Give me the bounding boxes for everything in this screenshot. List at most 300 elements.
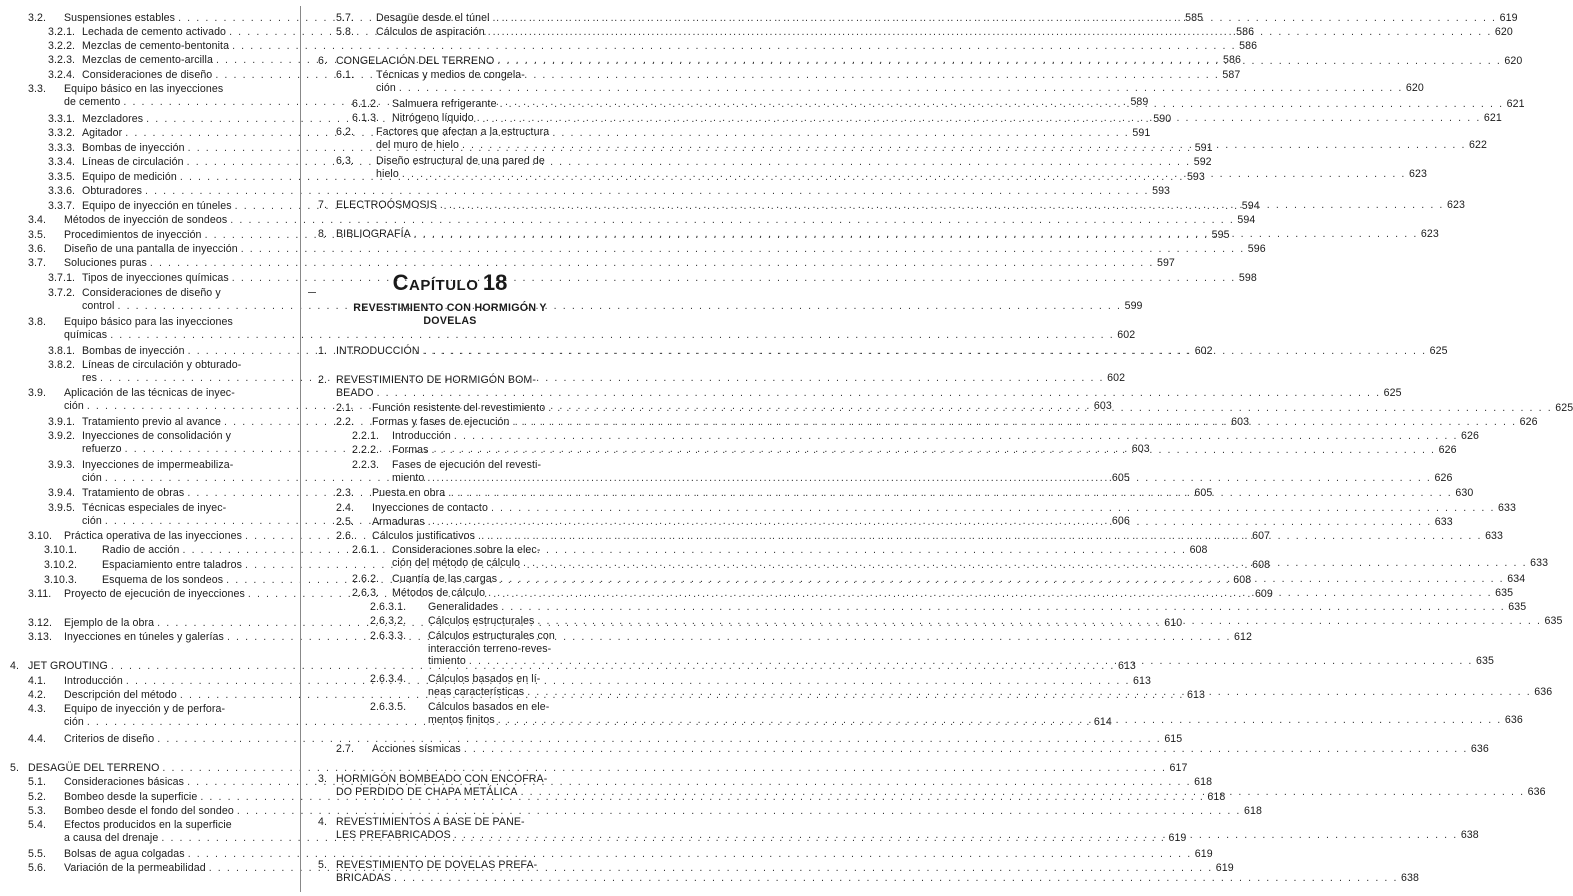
toc-entry-number: 3.6. <box>28 243 47 255</box>
toc-page-number: 603 <box>1131 442 1150 455</box>
toc-entry-number: 5.3. <box>28 805 47 817</box>
toc-entry-title: Espaciamiento entre taladros <box>102 559 243 571</box>
toc-page-number: 614 <box>1093 715 1112 728</box>
toc-entry-number: 6.1. <box>336 69 355 81</box>
toc-page-number: 606 <box>1111 514 1130 527</box>
toc-entry-title: hielo <box>376 167 399 180</box>
toc-page-number: 622 <box>1469 138 1488 151</box>
toc-leader-dots <box>232 40 1236 53</box>
toc-entry-number: 6.1.2. <box>352 98 380 110</box>
toc-entry-title: Tratamiento previo al avance <box>82 416 222 428</box>
toc-entry-title: Desagüe desde el túnel <box>376 12 490 24</box>
toc-entry-title: Procedimientos de inyección <box>64 229 202 241</box>
toc-entry-number: 2.5. <box>336 516 355 528</box>
toc-entry[interactable] <box>304 743 1489 756</box>
toc-entry-number: 5.1. <box>28 776 47 788</box>
toc-entry-title: Nitrógeno líquido <box>392 112 474 124</box>
toc-entry-title: Cuantía de las cargas <box>392 573 498 585</box>
toc-entry-number: 3. <box>318 773 328 785</box>
chapter-title: REVESTIMIENTO CON HORMIGÓN Y DOVELAS <box>353 302 547 327</box>
toc-page-number: 633 <box>1434 516 1453 528</box>
toc-leader-dots <box>464 743 1468 756</box>
toc-page-number: 635 <box>1495 587 1514 599</box>
toc-entry-number: 3.10.3. <box>44 574 78 586</box>
toc-leader-dots <box>440 199 1444 212</box>
toc-entry-number: 3.3.1. <box>48 113 76 125</box>
toc-entry-title: Formas y fases de ejecución <box>372 416 510 428</box>
toc-entry-number: 3.2.2. <box>48 40 76 52</box>
toc-entry-title: Diseño estructural de una pared de <box>376 155 545 167</box>
toc-page-number: 623 <box>1420 228 1439 240</box>
toc-page-number: 638 <box>1401 871 1420 884</box>
toc-page-number: 636 <box>1504 713 1523 726</box>
toc-page-number: 633 <box>1498 502 1517 514</box>
toc-entry-title: Proyecto de ejecución de inyecciones <box>64 588 245 600</box>
toc-entry-number: 2.2. <box>336 416 355 428</box>
toc-page-number: 610 <box>1164 617 1183 629</box>
toc-entry-title: REVESTIMIENTOS A BASE DE PANE- <box>336 816 525 828</box>
toc-entry-title: Soluciones puras <box>64 257 147 269</box>
toc-entry-title: ción <box>64 399 84 412</box>
toc-entry-title: a causa del drenaje <box>64 831 159 844</box>
toc-entry-title: Agitador <box>82 127 123 139</box>
toc-entry-number: 3.3.6. <box>48 185 76 197</box>
toc-page-number: 620 <box>1494 26 1513 38</box>
toc-entry-title: Consideraciones básicas <box>64 776 185 788</box>
toc-entry-number: 4.1. <box>28 675 47 687</box>
toc-entry-title: Bolsas de agua colgadas <box>64 848 185 860</box>
toc-entry-title: Criterios de diseño <box>64 733 155 745</box>
toc-page-number: 620 <box>1504 55 1523 67</box>
toc-entry-title: Inyecciones de contacto <box>372 502 488 514</box>
toc-entry-title: Descripción del método <box>64 689 177 701</box>
toc-page-number: 607 <box>1252 530 1271 542</box>
toc-page-number: 613 <box>1186 689 1205 701</box>
toc-entry[interactable] <box>0 805 1262 818</box>
toc-entry-title: Introducción <box>64 675 123 687</box>
toc-entry-title: Métodos de cálculo <box>392 587 486 599</box>
toc-entry-number: 2. <box>318 374 328 386</box>
toc-page-number: 608 <box>1252 559 1271 571</box>
toc-entry-number: 2.2.1. <box>352 430 380 442</box>
toc-entry[interactable] <box>0 316 1136 341</box>
toc-entry-title: Salmuera refrigerante <box>392 98 497 110</box>
toc-entry-number: 3.2.4. <box>48 69 76 81</box>
toc-entry-title: Tipos de inyecciones químicas <box>82 272 229 284</box>
toc-entry-title: Bombas de inyección <box>82 142 185 154</box>
toc-entry-title: Introducción <box>392 430 451 442</box>
toc-page-number: 586 <box>1239 40 1258 52</box>
toc-leader-dots <box>513 416 1517 429</box>
toc-entry-number: 3.3. <box>28 83 47 95</box>
toc-entry-number: 5.8. <box>336 26 355 38</box>
toc-entry-number: 3.7.1. <box>48 272 76 284</box>
toc-page-number: 623 <box>1446 199 1465 211</box>
toc-page-number: 619 <box>1168 831 1187 844</box>
toc-page-number: 613 <box>1133 675 1151 687</box>
toc-leader-dots <box>100 372 1104 385</box>
toc-entry-number: 8. <box>318 228 328 240</box>
toc-entry-number: 5. <box>318 859 328 871</box>
toc-entry-title: Técnicas y medios de congela- <box>376 69 525 81</box>
toc-entry-title: Esquema de los sondeos <box>102 574 224 586</box>
toc-leader-dots <box>454 430 1458 443</box>
toc-page-number: 608 <box>1233 574 1252 586</box>
toc-page-number: 635 <box>1475 655 1494 668</box>
toc-page-number: 619 <box>1194 848 1213 860</box>
toc-entry-title: Ejemplo de la obra <box>64 617 155 629</box>
toc-entry-number: 5.7. <box>336 12 355 24</box>
toc-entry-number: 2.2.3. <box>352 459 380 471</box>
toc-entry-title: ción <box>64 715 84 728</box>
toc-leader-dots <box>497 55 1501 68</box>
toc-entry-number: 3.10.1. <box>44 544 78 556</box>
toc-page-number: 623 <box>1408 167 1427 180</box>
toc-page-number: 621 <box>1483 112 1502 124</box>
toc-entry-number: 5.2. <box>28 791 47 803</box>
toc-entry-number: 3.3.7. <box>48 200 76 212</box>
toc-entry-title: químicas <box>64 328 108 341</box>
toc-page-number: 586 <box>1236 26 1255 38</box>
toc-page-number: 597 <box>1156 257 1175 269</box>
toc-entry-number: 6.3. <box>336 155 355 167</box>
toc-leader-dots <box>501 601 1505 614</box>
toc-entry-title: Obturadores <box>82 185 142 197</box>
chapter-word: CAPÍTULO <box>392 270 479 295</box>
toc-entry-number: 2.6.1. <box>352 544 380 556</box>
toc-page-number: 620 <box>1405 81 1424 94</box>
toc-entry-title: Generalidades <box>428 601 499 613</box>
toc-entry-title: Lechada de cemento activado <box>82 26 227 38</box>
toc-entry-number: 3.2.1. <box>48 26 76 38</box>
toc-entry-title: Líneas de circulación y obturado- <box>82 359 242 371</box>
toc-page-number: 602 <box>1107 371 1126 384</box>
toc-page-number: 599 <box>1124 299 1143 312</box>
toc-entry[interactable] <box>0 733 1183 746</box>
toc-entry-number: 3.7. <box>28 257 47 269</box>
toc-entry-number: 5.6. <box>28 862 47 874</box>
toc-page-number: 619 <box>1499 12 1518 24</box>
toc-entry-title: Consideraciones de diseño <box>82 69 213 81</box>
toc-leader-dots <box>527 686 1531 699</box>
toc-leader-dots <box>523 557 1527 570</box>
toc-entry-title: Equipo básico para las inyecciones <box>64 316 233 328</box>
toc-entry[interactable] <box>0 185 1171 198</box>
toc-page-number: 618 <box>1243 805 1262 817</box>
toc-entry-number: 2.6.3.3. <box>370 630 407 642</box>
toc-entry-number: 4. <box>10 660 20 672</box>
toc-leader-dots <box>414 228 1418 241</box>
toc-entry-title: Cálculos justificativos <box>372 530 475 542</box>
toc-page-number: 589 <box>1130 95 1149 108</box>
toc-page-number: 633 <box>1485 530 1504 542</box>
toc-page-number: 595 <box>1211 229 1230 241</box>
toc-entry-title: Diseño de una pantalla de inyección <box>64 243 238 255</box>
toc-page-number: 635 <box>1508 601 1527 613</box>
toc-entry-title: del muro de hielo <box>376 138 459 151</box>
toc-entry-title: ELECTROÓSMOSIS <box>336 199 437 211</box>
toc-entry-title: Mezclas de cemento-bentonita <box>82 40 230 52</box>
toc-page-number: 602 <box>1194 345 1213 357</box>
toc-leader-dots <box>462 139 1466 152</box>
toc-leader-dots <box>423 345 1427 358</box>
toc-page-number: 617 <box>1169 762 1188 774</box>
toc-entry-number: 3.4. <box>28 214 47 226</box>
toc-entry-number: 3.2.3. <box>48 54 76 66</box>
toc-leader-dots <box>145 185 1149 198</box>
toc-entry-title: res <box>82 371 98 384</box>
toc-entry-title: Técnicas especiales de inyec- <box>82 502 227 514</box>
toc-page-number: 590 <box>1153 113 1172 125</box>
toc-entry-number: 3.9.3. <box>48 459 76 471</box>
toc-entry-title: Práctica operativa de las inyecciones <box>64 530 242 542</box>
toc-entry[interactable] <box>0 243 1266 256</box>
toc-entry-number: 3.9.5. <box>48 502 76 514</box>
toc-entry-number: 3.5. <box>28 229 47 241</box>
toc-entry-title: Equipo básico en las inyecciones <box>64 83 224 95</box>
toc-entry-title: Inyecciones de consolidación y <box>82 430 232 442</box>
toc-entry[interactable] <box>304 601 1527 614</box>
toc-page-number: 625 <box>1555 402 1573 414</box>
toc-page-number: 619 <box>1215 862 1234 874</box>
toc-entry-title: Equipo de inyección en túneles <box>82 200 232 212</box>
toc-entry-number: 2.6.3.1. <box>370 601 407 613</box>
toc-page-number: 625 <box>1383 386 1402 399</box>
toc-entry-title: Cálculos de aspiración <box>376 26 485 38</box>
toc-entry-title: Radio de acción <box>102 544 180 556</box>
toc-entry-title: Puesta en obra <box>372 487 446 499</box>
toc-leader-dots <box>399 82 1403 95</box>
toc-entry-title: Factores que afectan a la estructura <box>376 126 550 138</box>
toc-entry-title: Bombas de inyección <box>82 345 185 357</box>
toc-entry-title: Cálculos basados en ele- <box>428 701 550 713</box>
toc-entry-title: Suspensiones estables <box>64 12 176 24</box>
toc-page-number: 596 <box>1247 243 1266 255</box>
toc-entry-number: 3.9.2. <box>48 430 76 442</box>
toc-page-number: 605 <box>1111 471 1130 484</box>
toc-page-number: 594 <box>1241 200 1260 212</box>
toc-entry-title: HORMIGÓN BOMBEADO CON ENCOFRA- <box>336 773 548 785</box>
toc-page-number: 636 <box>1527 785 1546 798</box>
toc-entry-title: Líneas de circulación <box>82 156 184 168</box>
toc-page-number: 636 <box>1534 685 1553 698</box>
toc-entry-number: 6.1.3. <box>352 112 380 124</box>
toc-entry-number: 2.7. <box>336 743 355 755</box>
toc-leader-dots <box>118 300 1122 313</box>
toc-entry-title: de cemento <box>64 95 121 108</box>
toc-entry-title: interacción terreno-reves- <box>428 642 552 655</box>
toc-page-number: 592 <box>1193 156 1212 168</box>
toc-page-number: 585 <box>1185 12 1204 24</box>
toc-leader-dots <box>427 472 1431 485</box>
toc-entry-title: ción del método de cálculo <box>392 556 521 569</box>
toc-entry[interactable] <box>304 430 1479 443</box>
toc-leader-dots <box>377 387 1381 400</box>
toc-entry-number: 4.3. <box>28 703 47 715</box>
toc-entry-title: BIBLIOGRAFÍA <box>336 228 411 240</box>
toc-page-number: 605 <box>1194 487 1213 499</box>
toc-entry-number: 5.5. <box>28 848 47 860</box>
toc-entry[interactable] <box>0 848 1213 861</box>
toc-entry-title: CONGELACIÓN DEL TERRENO <box>336 55 495 67</box>
toc-page-number: 586 <box>1223 54 1242 66</box>
toc-leader-dots <box>548 399 1552 415</box>
toc-entry-title: neas características <box>428 685 525 698</box>
toc-entry-title: Efectos producidos en la superficie <box>64 819 232 831</box>
toc-entry-title: Acciones sísmicas <box>372 743 461 755</box>
toc-leader-dots <box>491 502 1495 515</box>
toc-page-number: 603 <box>1093 399 1112 412</box>
toc-entry-number: 2.4. <box>336 502 355 514</box>
toc-leader-dots <box>454 829 1458 842</box>
toc-leader-dots <box>469 655 1473 668</box>
toc-entry-title: ción <box>82 514 102 527</box>
toc-page-number: 636 <box>1470 743 1489 755</box>
toc-entry-number: 3.3.4. <box>48 156 76 168</box>
toc-entry-title: miento <box>392 471 425 484</box>
toc-entry-number: 3.3.2. <box>48 127 76 139</box>
toc-leader-dots <box>402 168 1406 181</box>
toc-page-number: 609 <box>1254 588 1273 600</box>
toc-leader-dots <box>432 444 1436 457</box>
toc-entry-number: 2.6.3.2. <box>370 615 407 627</box>
toc-entry[interactable] <box>0 214 1256 227</box>
toc-entry-number: 2.6. <box>336 530 355 542</box>
toc-entry-title: Bombeo desde el fondo del sondeo <box>64 805 234 817</box>
toc-entry-title: Inyecciones en túneles y galerías <box>64 631 224 643</box>
toc-entry-number: 2.6.2. <box>352 573 380 585</box>
toc-entry-title: REVESTIMIENTO DE DOVELAS PREFA- <box>336 859 538 871</box>
toc-entry-number: 3.8.2. <box>48 359 76 371</box>
toc-leader-dots <box>537 615 1541 628</box>
toc-entry-title: Aplicación de las técnicas de inyec- <box>64 387 235 399</box>
toc-entry-title: Armaduras <box>372 516 425 528</box>
toc-entry-number: 5. <box>10 762 20 774</box>
toc-entry[interactable] <box>0 257 1175 270</box>
toc-entry-number: 4.2. <box>28 689 47 701</box>
toc-entry-title: BEADO <box>336 386 374 399</box>
toc-leader-dots <box>478 530 1482 543</box>
toc-page-number: 612 <box>1234 631 1253 643</box>
margin-dash <box>308 292 316 293</box>
toc-entry-title: Equipo de inyección y de perfora- <box>64 703 226 715</box>
toc-entry-title: Tratamiento de obras <box>82 487 185 499</box>
toc-leader-dots <box>394 872 1398 885</box>
toc-entry[interactable] <box>304 502 1517 515</box>
toc-page-number: 613 <box>1117 660 1136 672</box>
toc-leader-dots <box>477 112 1481 125</box>
toc-leader-dots <box>241 243 1245 256</box>
toc-entry-number: 3.2. <box>28 12 47 24</box>
toc-entry-title: BRICADAS <box>336 871 391 884</box>
toc-page-number: 593 <box>1152 185 1171 197</box>
toc-page-number: 591 <box>1132 127 1151 139</box>
toc-entry-number: 2.1. <box>336 402 355 414</box>
toc-entry-title: Cálculos estructurales con <box>428 630 555 642</box>
toc-page-number: 603 <box>1231 416 1250 428</box>
toc-entry-title: LES PREFABRICADOS <box>336 828 451 841</box>
toc-entry-title: Inyecciones de impermeabiliza- <box>82 459 234 471</box>
toc-page-number: 634 <box>1507 573 1526 585</box>
toc-page-number: 591 <box>1194 142 1213 154</box>
toc-entry[interactable] <box>0 40 1258 53</box>
toc-entry-number: 3.8.1. <box>48 345 76 357</box>
toc-entry[interactable] <box>0 762 1188 775</box>
toc-entry-number: 3.10.2. <box>44 559 78 571</box>
toc-entry-number: 3.3.5. <box>48 171 76 183</box>
toc-page-number: 594 <box>1237 214 1256 226</box>
toc-entry-title: Cálculos estructurales <box>428 615 535 627</box>
toc-entry-title: INTRODUCCIÓN <box>336 345 420 357</box>
toc-entry-number: 2.6.3. <box>352 587 380 599</box>
toc-page-number: 635 <box>1544 615 1563 627</box>
toc-entry-number: 4.4. <box>28 733 47 745</box>
toc-leader-dots <box>521 786 1525 799</box>
toc-page-number: 633 <box>1530 556 1549 569</box>
toc-leader-dots <box>500 95 1504 111</box>
toc-entry-number: 2.3. <box>336 487 355 499</box>
toc-entry-title: Variación de la permeabilidad <box>64 862 206 874</box>
toc-entry-number: 3.11. <box>28 588 52 600</box>
toc-entry-number: 6.2. <box>336 126 355 138</box>
toc-entry-title: Consideraciones sobre la elec- <box>392 544 541 556</box>
column-divider <box>300 6 301 892</box>
toc-page-number: 618 <box>1194 776 1213 788</box>
toc-entry-number: 2.6.3.4. <box>370 673 407 685</box>
toc-entry-title: DO PERDIDO DE CHAPA METÁLICA <box>336 785 518 798</box>
toc-entry-number: 3.12. <box>28 617 53 629</box>
toc-entry-number: 3.9.4. <box>48 487 76 499</box>
toc-entry-number: 3.9. <box>28 387 47 399</box>
toc-page-number: 630 <box>1455 487 1474 499</box>
toc-entry-number: 7. <box>318 199 328 211</box>
toc-entry-number: 2.6.3.5. <box>370 701 407 713</box>
toc-entry-number: 3.9.1. <box>48 416 76 428</box>
toc-entry-title: timiento <box>428 655 466 668</box>
toc-entry-number: 3.10. <box>28 530 53 542</box>
toc-entry-title: JET GROUTING <box>28 660 108 672</box>
chapter-number: 18 <box>482 270 508 295</box>
toc-page-number: 626 <box>1519 416 1538 428</box>
toc-entry-title: Función resistente del revestimiento <box>372 402 546 414</box>
toc-entry-number: 3.7.2. <box>48 287 76 299</box>
toc-entry-title: Formas <box>392 444 429 456</box>
toc-entry-title: Métodos de inyección de sondeos <box>64 214 228 226</box>
toc-leader-dots <box>230 214 1234 227</box>
chapter-heading <box>304 270 596 296</box>
toc-page-number: 618 <box>1207 791 1226 803</box>
toc-page-number: 625 <box>1429 345 1448 357</box>
toc-entry-number: 3.8. <box>28 316 47 328</box>
toc-entry-title: ción <box>82 471 102 484</box>
toc-entry[interactable] <box>0 287 1143 312</box>
toc-page-number: 587 <box>1222 69 1241 81</box>
toc-leader-dots <box>500 573 1504 586</box>
toc-leader-dots <box>488 26 1492 39</box>
toc-page-number: 608 <box>1189 544 1208 556</box>
toc-leader-dots <box>448 487 1452 500</box>
toc-entry-title: mentos finitos <box>428 713 495 726</box>
toc-entry-title: Consideraciones de diseño y <box>82 287 221 299</box>
toc-entry-title: Fases de ejecución del revesti- <box>392 459 542 471</box>
toc-page-number: 626 <box>1434 471 1453 484</box>
toc-entry-title: Bombeo desde la superficie <box>64 791 198 803</box>
toc-leader-dots <box>110 329 1114 342</box>
toc-entry-number: 1. <box>318 345 328 357</box>
toc-leader-dots <box>428 516 1432 529</box>
toc-page-number: 638 <box>1460 828 1479 841</box>
toc-page-number: 626 <box>1461 430 1479 442</box>
